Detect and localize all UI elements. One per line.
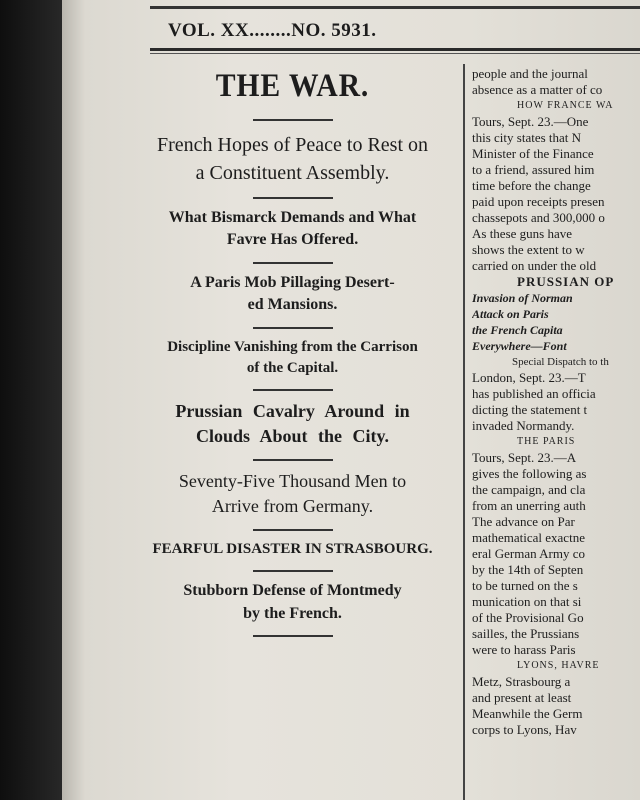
column-text-line: Attack on Paris bbox=[472, 307, 549, 321]
column-text-line: and present at least bbox=[472, 690, 572, 705]
deck-1 bbox=[120, 131, 465, 187]
deck-line: Clouds About the City. bbox=[195, 425, 390, 446]
column-text-line: PRUSSIAN OP bbox=[517, 274, 615, 289]
column-text-line: people and the journal bbox=[472, 66, 588, 81]
headline: THE WAR. bbox=[215, 68, 370, 104]
separator bbox=[253, 327, 333, 329]
deck-2 bbox=[120, 207, 465, 252]
column-text-line: Special Dispatch to th bbox=[512, 356, 609, 368]
column-text-line: Invasion of Norman bbox=[472, 291, 573, 305]
deck-line: Arrive from Germany. bbox=[211, 496, 374, 517]
column-text-line: LYONS, HAVRE bbox=[517, 660, 600, 671]
column-text-line: has published an officia bbox=[472, 386, 596, 401]
deck-4 bbox=[120, 337, 465, 379]
column-rule bbox=[463, 64, 465, 800]
separator bbox=[253, 262, 333, 264]
separator bbox=[253, 529, 333, 531]
column-text-line: to a friend, assured him bbox=[472, 162, 595, 177]
deck-6 bbox=[120, 469, 465, 519]
column-text-line: paid upon receipts presen bbox=[472, 194, 605, 209]
column-text-line: the campaign, and cla bbox=[472, 482, 586, 497]
top-rule bbox=[150, 6, 640, 9]
column-text-line: Minister of the Finance bbox=[472, 146, 594, 161]
deck-3 bbox=[120, 272, 465, 317]
column-text-line: eral German Army co bbox=[472, 546, 585, 561]
separator bbox=[253, 119, 333, 121]
column-text-line: Tours, Sept. 23.—One bbox=[472, 114, 589, 129]
masthead-volume: VOL. XX........NO. 5931. bbox=[168, 20, 377, 41]
column-text-line: London, Sept. 23.—T bbox=[472, 370, 586, 385]
column-text-line: to be turned on the s bbox=[472, 578, 578, 593]
column-text-line: of the Provisional Go bbox=[472, 610, 584, 625]
column-text-line: munication on that si bbox=[472, 594, 582, 609]
deck-line: Seventy-Five Thousand Men to bbox=[178, 470, 407, 491]
column-text-line: time before the change bbox=[472, 178, 591, 193]
deck-line: ed Mansions. bbox=[247, 296, 338, 314]
deck-line: Stubborn Defense of Montmedy bbox=[183, 582, 402, 600]
column-text-line: The advance on Par bbox=[472, 514, 575, 529]
separator bbox=[253, 635, 333, 637]
column-text-line: chassepots and 300,000 o bbox=[472, 210, 605, 225]
deck-line: Discipline Vanishing from the Carrison bbox=[167, 338, 418, 355]
deck-line: What Bismarck Demands and What bbox=[168, 209, 417, 226]
column-text-line: carried on under the old bbox=[472, 258, 597, 273]
column-text-line: HOW FRANCE WA bbox=[517, 100, 614, 111]
column-text-line: by the 14th of Septen bbox=[472, 562, 584, 577]
deck-line: a Constituent Assembly. bbox=[195, 162, 390, 184]
left-column bbox=[120, 62, 465, 637]
column-text-line: absence as a matter of co bbox=[472, 82, 603, 97]
column-text-line: were to harass Paris bbox=[472, 642, 576, 657]
separator bbox=[253, 197, 333, 199]
column-text-line: from an unerring auth bbox=[472, 498, 586, 513]
right-column bbox=[472, 66, 640, 800]
column-text-line: corps to Lyons, Hav bbox=[472, 722, 577, 737]
column-text-line: As these guns have bbox=[472, 226, 573, 241]
deck-7 bbox=[120, 539, 465, 560]
separator bbox=[253, 389, 333, 391]
column-text-line: Meanwhile the Germ bbox=[472, 706, 583, 721]
column-text-line: mathematical exactne bbox=[472, 530, 585, 545]
deck-line: Prussian Cavalry Around in bbox=[175, 400, 410, 421]
masthead-rule-thin bbox=[150, 53, 640, 54]
deck-line: of the Capital. bbox=[246, 359, 339, 376]
masthead-rule bbox=[150, 48, 640, 51]
deck-line: Favre Has Offered. bbox=[226, 231, 359, 249]
page-edge-shadow bbox=[0, 0, 70, 800]
deck-line: A Paris Mob Pillaging Desert- bbox=[190, 273, 395, 291]
column-text-line: gives the following as bbox=[472, 466, 587, 481]
column-text-line: invaded Normandy. bbox=[472, 418, 575, 433]
deck-line: FEARFUL DISASTER IN STRASBOURG. bbox=[152, 541, 433, 558]
separator bbox=[253, 459, 333, 461]
column-text-line: dicting the statement t bbox=[472, 402, 588, 417]
deck-line: French Hopes of Peace to Rest on bbox=[156, 134, 429, 156]
deck-line: by the French. bbox=[243, 604, 342, 622]
separator bbox=[253, 570, 333, 572]
column-text-line: Metz, Strasbourg a bbox=[472, 674, 571, 689]
column-text-line: the French Capita bbox=[472, 323, 563, 337]
column-text-line: sailles, the Prussians bbox=[472, 626, 580, 641]
column-text-line: THE PARIS bbox=[517, 436, 576, 447]
column-text-line: Tours, Sept. 23.—A bbox=[472, 450, 577, 465]
column-text-line: Everywhere—Font bbox=[472, 339, 567, 353]
deck-8 bbox=[120, 580, 465, 625]
deck-5 bbox=[120, 399, 465, 449]
column-text-line: shows the extent to w bbox=[472, 242, 585, 257]
column-text-line: this city states that N bbox=[472, 130, 582, 145]
